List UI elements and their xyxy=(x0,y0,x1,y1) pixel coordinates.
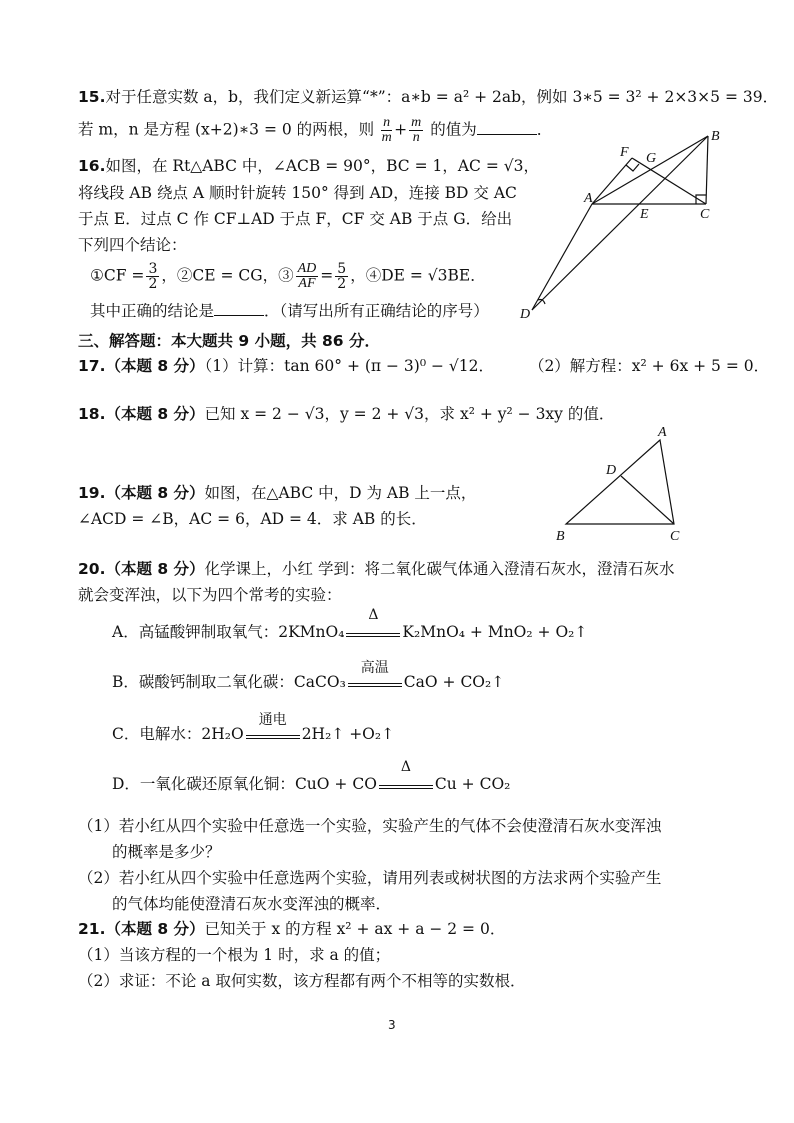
fraction-den: AF xyxy=(298,276,316,291)
fraction-5-2 xyxy=(335,262,348,291)
q20-sub2a: （2）若小红从四个实验中任意选两个实验，请用列表或树状图的方法求两个实验产生 xyxy=(78,869,662,887)
q15-period: ． xyxy=(536,120,553,139)
reaction-condition: 通电 xyxy=(258,712,287,728)
reaction-d-rhs: Cu + CO₂ xyxy=(434,775,511,793)
q21-sub2: （2）求证：不论 a 取何实数，该方程都有两个不相等的实数根． xyxy=(78,972,526,990)
q20-sub2b: 的气体均能使澄清石灰水变浑浊的概率． xyxy=(112,895,392,913)
q16-line2: 将线段 AB 绕点 A 顺时针旋转 150° 得到 AD，连接 BD 交 AC xyxy=(78,184,517,202)
label-c: C xyxy=(670,529,680,544)
q16-text-6b: ．（请写出所有正确结论的序号） xyxy=(264,302,489,320)
reaction-d-lhs: CuO + CO xyxy=(294,775,377,793)
q18-heading: 18.（本题 8 分） xyxy=(78,405,205,423)
q16-line1 xyxy=(78,155,539,177)
label-g: G xyxy=(646,151,657,166)
reaction-a-arrow xyxy=(346,607,400,637)
label-a: A xyxy=(658,425,667,440)
reaction-a-lhs: 2KMnO₄ xyxy=(278,623,345,641)
q21-line1 xyxy=(78,918,505,940)
segment-cd xyxy=(621,476,674,524)
q21-sub1: （1）当该方程的一个根为 1 时，求 a 的值； xyxy=(78,946,391,964)
reaction-b-label: B．碳酸钙制取二氧化碳： xyxy=(112,673,294,691)
q16-line6 xyxy=(90,300,489,322)
q19-text-1: 如图，在△ABC 中，D 为 AB 上一点， xyxy=(204,484,477,502)
fraction-ad-af xyxy=(296,262,319,291)
reaction-c-lhs: 2H₂O xyxy=(201,725,244,743)
fraction-num: 5 xyxy=(337,261,347,277)
label-d: D xyxy=(520,307,531,322)
conclusion-1: ①CF = xyxy=(90,266,145,285)
label-a: A xyxy=(584,191,593,206)
q20-sub1b: 的概率是多少？ xyxy=(112,843,221,861)
q15-number: 15. xyxy=(78,88,106,106)
q16-geometry-figure xyxy=(510,128,735,328)
q20-line2: 就会变浑浊，以下为四个常考的实验： xyxy=(78,586,342,604)
page-number: 3 xyxy=(388,1018,396,1032)
q15-line1 xyxy=(78,86,778,108)
equals-sign: = xyxy=(320,266,334,285)
reaction-a-rhs: K₂MnO₄ + MnO₂ + O₂↑ xyxy=(402,623,588,641)
q17-part1: （1）计算：tan 60° + (π − 3)⁰ − √12． xyxy=(204,357,494,375)
conclusion-2: ，②CE = CG，③ xyxy=(161,266,294,285)
q15-line2: 若 m，n 是方程 (x+2)∗3 = 0 的两根，则 $\frac{n}{m}$ + $\frac{m}{n}$ 的值为 ． xyxy=(78,115,553,145)
fraction-den: 2 xyxy=(148,276,158,292)
segment-cf xyxy=(632,158,706,204)
reaction-condition: Δ xyxy=(400,759,411,775)
right-angle-mark-f xyxy=(626,164,639,171)
conclusion-4: ，④DE = √3BE． xyxy=(350,266,486,285)
q17-part2: （2）解方程：x² + 6x + 5 = 0． xyxy=(528,357,770,375)
q19-line2: ∠ACD = ∠B，AC = 6，AD = 4．求 AB 的长． xyxy=(78,510,427,528)
reaction-condition: Δ xyxy=(368,607,379,623)
q20-line1 xyxy=(78,558,674,580)
segment-af xyxy=(592,158,632,204)
reaction-c xyxy=(112,712,395,744)
q16-conclusions xyxy=(90,262,486,291)
segment-bc xyxy=(706,136,708,204)
section-3-heading: 三、解答题：本大题共 9 小题，共 86 分． xyxy=(78,332,380,350)
q15-text-3: 的值为 xyxy=(430,120,477,139)
reaction-a xyxy=(112,607,588,642)
label-b: B xyxy=(556,529,565,544)
reaction-condition: 高温 xyxy=(360,660,389,676)
q20-heading: 20.（本题 8 分） xyxy=(78,560,205,578)
reaction-b xyxy=(112,660,505,692)
q19-line1 xyxy=(78,482,476,504)
q18-line xyxy=(78,403,614,425)
q19-triangle-figure xyxy=(548,424,698,544)
q16-number: 16. xyxy=(78,157,106,175)
q21-text: 已知关于 x 的方程 x² + ax + a − 2 = 0． xyxy=(204,920,506,938)
fraction-num: 3 xyxy=(148,261,158,277)
fraction-3-2 xyxy=(146,262,159,291)
label-e: E xyxy=(640,207,649,222)
fraction-n-over-m: $\frac{n}{m}$ xyxy=(381,115,392,145)
fraction-num: AD xyxy=(297,261,317,276)
triangle-abc xyxy=(566,440,674,524)
reaction-b-lhs: CaCO₃ xyxy=(293,673,346,691)
q15-text-2: 若 m，n 是方程 (x+2)∗3 = 0 的两根，则 xyxy=(78,120,375,139)
label-f: F xyxy=(620,145,629,160)
reaction-a-label: A．高锰酸钾制取氧气： xyxy=(112,623,279,641)
q16-text-1: 如图，在 Rt△ABC 中，∠ACB = 90°，BC = 1，AC = √3， xyxy=(105,157,539,175)
answer-blank xyxy=(214,301,264,316)
q16-line3: 于点 E．过点 C 作 CF⊥AD 于点 F，CF 交 AB 于点 G．给出 xyxy=(78,210,513,228)
reaction-b-rhs: CaO + CO₂↑ xyxy=(403,673,505,691)
q20-text-1: 化学课上，小红 学到：将二氧化碳气体通入澄清石灰水，澄清石灰水 xyxy=(204,560,675,578)
reaction-c-label: C．电解水： xyxy=(112,725,202,743)
reaction-c-rhs: 2H₂↑ +O₂↑ xyxy=(301,725,395,743)
q18-text: 已知 x = 2 − √3，y = 2 + √3，求 x² + y² − 3xy 的值． xyxy=(204,405,615,423)
reaction-d xyxy=(112,759,511,794)
q21-heading: 21.（本题 8 分） xyxy=(78,920,205,938)
reaction-d-label: D．一氧化碳还原氧化铜： xyxy=(112,775,295,793)
label-b: B xyxy=(711,129,720,144)
q17-line xyxy=(78,355,769,377)
q19-heading: 19.（本题 8 分） xyxy=(78,484,205,502)
fraction-m-over-n: $\frac{m}{n}$ xyxy=(411,115,422,145)
q20-sub1a: （1）若小红从四个实验中任意选一个实验，实验产生的气体不会使澄清石灰水变浑浊 xyxy=(78,817,662,835)
fraction-den: 2 xyxy=(337,276,347,292)
reaction-d-arrow xyxy=(379,759,433,789)
reaction-c-arrow xyxy=(246,712,300,739)
segment-ad xyxy=(532,204,592,310)
q16-line4: 下列四个结论： xyxy=(78,236,187,254)
q17-heading: 17.（本题 8 分） xyxy=(78,357,205,375)
q15-text-1: 对于任意实数 a，b，我们定义新运算“*”：a∗b = a² + 2ab，例如 3∗5 = 3² + 2×3×5 = 39． xyxy=(105,88,779,106)
q16-text-6a: 其中正确的结论是 xyxy=(90,302,215,320)
label-d: D xyxy=(606,463,617,478)
segment-bd xyxy=(532,136,708,310)
label-c: C xyxy=(700,207,710,222)
reaction-b-arrow xyxy=(348,660,402,687)
